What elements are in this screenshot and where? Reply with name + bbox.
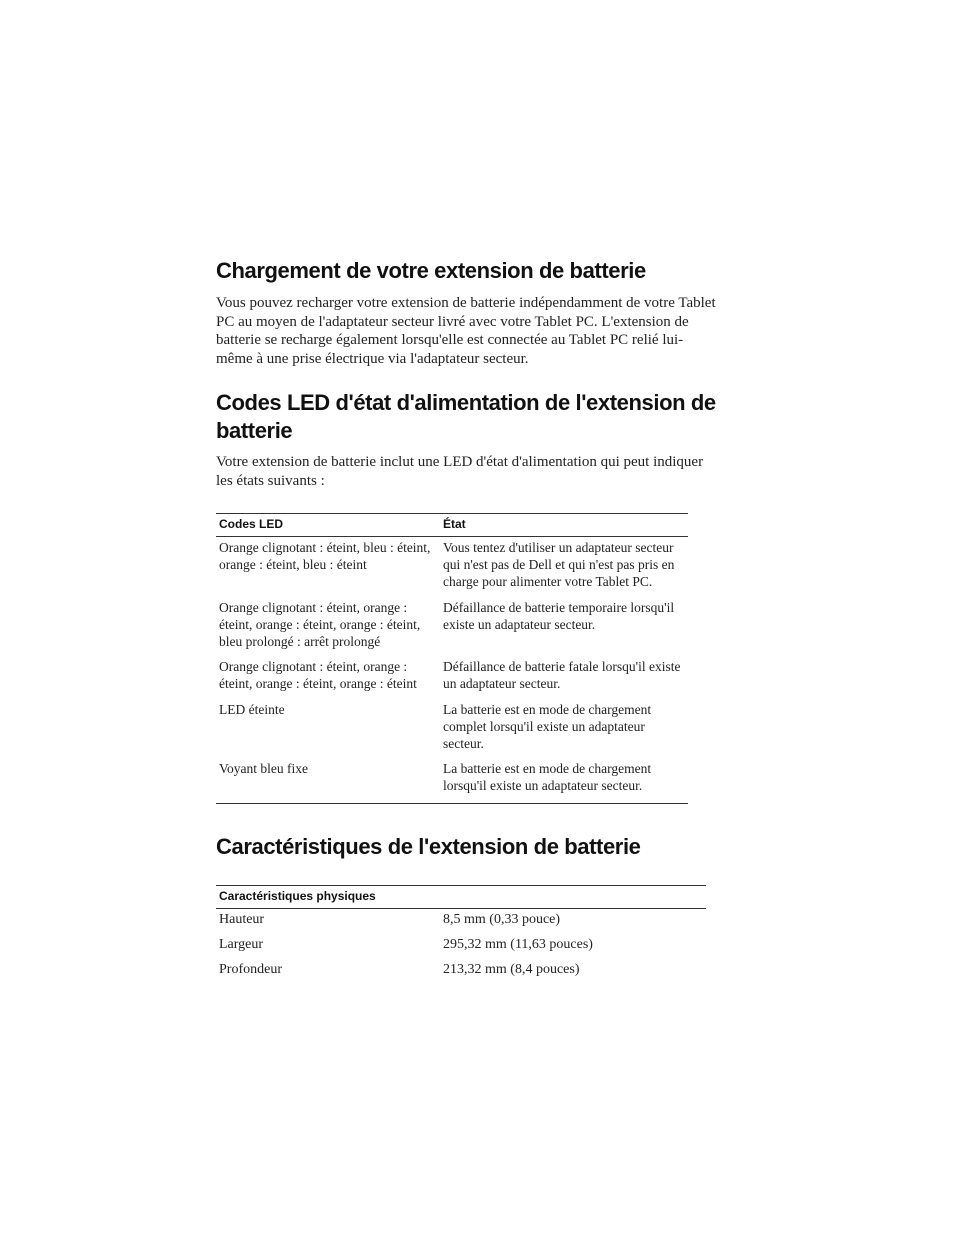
physical-specs-table — [216, 885, 706, 986]
spec-value-cell: 295,32 mm (11,63 pouces) — [443, 937, 593, 952]
spec-value-cell: 8,5 mm (0,33 pouce) — [443, 912, 561, 927]
heading-led-codes: Codes LED d'état d'alimentation de l'extension de batterie — [216, 390, 716, 443]
column-header-led-codes: Codes LED — [219, 517, 284, 531]
led-code-cell: LED éteinte — [219, 701, 285, 717]
column-header-physical: Caractéristiques physiques — [219, 889, 376, 903]
spec-label-cell: Largeur — [219, 937, 264, 952]
table-row — [216, 936, 706, 961]
table-row — [216, 760, 688, 803]
state-cell: Défaillance de batterie temporaire lorsqu'il existe un adaptateur secteur. — [443, 599, 675, 632]
table-header-row — [216, 514, 688, 537]
spec-label-cell: Hauteur — [219, 912, 265, 927]
heading-charging: Chargement de votre extension de batterie — [216, 258, 646, 283]
state-cell: La batterie est en mode de chargement complet lorsqu'il existe un adaptateur secteur. — [443, 701, 652, 752]
state-cell: Défaillance de batterie fatale lorsqu'il existe un adaptateur secteur. — [443, 659, 681, 692]
led-codes-table — [216, 513, 688, 804]
led-code-cell: Voyant bleu fixe — [219, 761, 308, 777]
table-header-row — [216, 886, 706, 909]
table-row — [216, 961, 706, 986]
spec-value-cell: 213,32 mm (8,4 pouces) — [443, 962, 580, 977]
table-row — [216, 599, 688, 659]
state-cell: Vous tentez d'utiliser un adaptateur secteur qui n'est pas de Dell et qui n'est pas pris en charge pour alimenter votre Tablet PC. — [443, 540, 675, 590]
heading-specifications: Caractéristiques de l'extension de batterie — [216, 834, 641, 859]
paragraph-led-intro: Votre extension de batterie inclut une LED d'état d'alimentation qui peut indiquer les états suivants : — [216, 454, 704, 489]
table-row — [216, 537, 688, 599]
led-code-cell: Orange clignotant : éteint, orange : éteint, orange : éteint, orange : éteint, bleu prolongé : arrêt prolongé — [219, 599, 421, 650]
led-code-cell: Orange clignotant : éteint, bleu : éteint, orange : éteint, bleu : éteint — [219, 540, 431, 573]
table-row — [216, 909, 706, 937]
state-cell: La batterie est en mode de chargement lorsqu'il existe un adaptateur secteur. — [443, 761, 652, 794]
led-code-cell: Orange clignotant : éteint, orange : éteint, orange : éteint, orange : éteint — [219, 659, 417, 692]
spec-label-cell: Profondeur — [219, 962, 282, 977]
table-row — [216, 701, 688, 761]
paragraph-charging: Vous pouvez recharger votre extension de batterie indépendamment de votre Tablet PC au moyen de l'adaptateur secteur livré avec votre Tablet PC. L'extension de batterie se recharge également lorsqu'elle est connectée au Tablet PC relié lui-même à une prise électrique via l'adaptateur secteur. — [216, 295, 716, 368]
column-header-state: État — [443, 517, 466, 531]
table-row — [216, 658, 688, 700]
